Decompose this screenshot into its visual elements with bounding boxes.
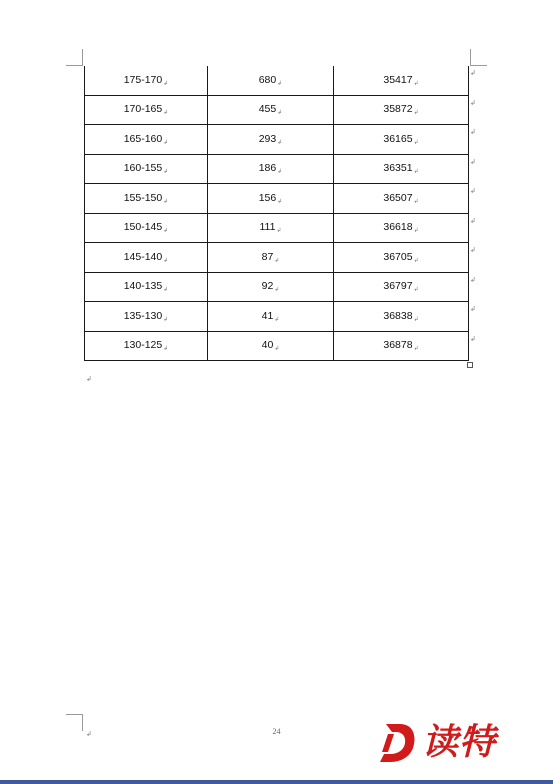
table-row — [85, 213, 469, 243]
cell-end-mark: ↲ — [274, 346, 280, 353]
count-cell — [208, 66, 334, 95]
cumulative-cell — [334, 302, 469, 332]
range-cell — [85, 125, 208, 155]
cell-end-mark: ↲ — [277, 110, 283, 117]
table-resize-handle[interactable] — [467, 362, 473, 368]
count-cell — [208, 302, 334, 332]
cell-text: 36838 — [383, 309, 413, 322]
cell-end-mark: ↲ — [277, 80, 283, 87]
cell-end-mark: ↲ — [277, 198, 283, 205]
cell-text: 145-140 — [123, 250, 163, 263]
cell-text: 165-160 — [123, 132, 163, 145]
table-row — [85, 154, 469, 184]
count-cell — [208, 125, 334, 155]
count-cell — [208, 154, 334, 184]
cell-end-mark: ↲ — [163, 139, 169, 146]
row-end-mark: ↲ — [470, 247, 476, 254]
paragraph-mark: ↲ — [86, 731, 92, 738]
row-end-mark: ↲ — [470, 99, 476, 107]
cell-end-mark: ↲ — [274, 257, 280, 264]
cell-end-mark: ↲ — [274, 287, 280, 294]
d-logo-icon — [378, 720, 418, 764]
crop-mark-top-left — [66, 49, 83, 66]
cell-end-mark: ↲ — [413, 316, 419, 323]
cell-end-mark: ↲ — [277, 169, 283, 176]
table-row — [85, 272, 469, 302]
cumulative-cell — [334, 213, 469, 243]
cell-end-mark: ↲ — [413, 287, 419, 294]
cell-end-mark: ↲ — [163, 198, 169, 205]
cell-end-mark: ↲ — [413, 257, 419, 264]
cumulative-cell — [334, 184, 469, 214]
cell-end-mark: ↲ — [413, 169, 419, 176]
cell-text: 111 — [259, 221, 276, 234]
cell-text: 130-125 — [123, 339, 163, 352]
cell-end-mark: ↲ — [163, 287, 169, 294]
cumulative-cell — [334, 125, 469, 155]
cell-text: 175-170 — [123, 73, 163, 86]
cell-text: 40 — [261, 339, 274, 352]
cell-text: 156 — [258, 191, 277, 204]
cell-text: 36507 — [383, 191, 413, 204]
cell-end-mark: ↲ — [163, 110, 169, 117]
cell-text: 293 — [258, 132, 277, 145]
row-end-mark: ↲ — [470, 158, 476, 166]
table-row — [85, 331, 469, 361]
table-row — [85, 95, 469, 125]
count-cell — [208, 331, 334, 361]
cell-text: 92 — [261, 280, 274, 293]
cell-end-mark: ↲ — [413, 198, 419, 205]
cell-text: 35872 — [383, 103, 413, 116]
score-table — [84, 66, 469, 361]
range-cell — [85, 66, 208, 95]
cell-end-mark: ↲ — [163, 228, 169, 235]
paragraph-mark: ↲ — [86, 376, 92, 383]
cumulative-cell — [334, 331, 469, 361]
table-row — [85, 66, 469, 95]
range-cell — [85, 213, 208, 243]
cell-end-mark: ↲ — [277, 139, 283, 146]
count-cell — [208, 272, 334, 302]
row-end-mark: ↲ — [470, 70, 476, 77]
range-cell — [85, 243, 208, 273]
cell-text: 155-150 — [123, 191, 163, 204]
count-cell — [208, 95, 334, 125]
cell-text: 36705 — [383, 250, 413, 263]
cell-end-mark: ↲ — [163, 80, 169, 87]
cell-end-mark: ↲ — [413, 139, 419, 146]
cell-end-mark: ↲ — [274, 316, 280, 323]
range-cell — [85, 95, 208, 125]
cell-end-mark: ↲ — [413, 110, 419, 117]
cell-text: 680 — [258, 73, 277, 86]
cell-text: 36797 — [383, 280, 413, 293]
cumulative-cell — [334, 272, 469, 302]
cumulative-cell — [334, 243, 469, 273]
cumulative-cell — [334, 66, 469, 95]
cell-text: 160-155 — [123, 162, 163, 175]
cell-end-mark: ↲ — [163, 316, 169, 323]
crop-mark-top-right — [470, 49, 487, 66]
table-row — [85, 125, 469, 155]
cell-text: 36165 — [383, 132, 413, 145]
count-cell — [208, 243, 334, 273]
range-cell — [85, 154, 208, 184]
cell-end-mark: ↲ — [413, 228, 419, 235]
range-cell — [85, 331, 208, 361]
cell-text: 35417 — [383, 73, 413, 86]
table-row — [85, 243, 469, 273]
page-number: 24 — [272, 727, 281, 736]
row-end-mark: ↲ — [470, 276, 476, 284]
cell-text: 186 — [258, 162, 277, 175]
cumulative-cell — [334, 154, 469, 184]
cell-text: 36878 — [383, 339, 413, 352]
table-row — [85, 302, 469, 332]
row-end-mark: ↲ — [470, 188, 476, 195]
bottom-bar — [0, 780, 553, 784]
row-end-mark: ↲ — [470, 129, 476, 136]
cell-text: 135-130 — [123, 309, 163, 322]
cell-end-mark: ↲ — [163, 346, 169, 353]
cell-end-mark: ↲ — [413, 346, 419, 353]
cell-text: 140-135 — [123, 280, 163, 293]
cell-end-mark: ↲ — [413, 80, 419, 87]
cell-text: 41 — [261, 309, 274, 322]
range-cell — [85, 272, 208, 302]
count-cell — [208, 184, 334, 214]
count-cell — [208, 213, 334, 243]
cell-text: 455 — [258, 103, 277, 116]
dute-logo — [378, 718, 508, 770]
row-end-mark: ↲ — [470, 306, 476, 313]
logo-text: 读特 — [422, 721, 497, 763]
table-row — [85, 184, 469, 214]
cell-text: 36351 — [383, 162, 413, 175]
row-end-mark: ↲ — [470, 335, 476, 343]
cell-end-mark: ↲ — [163, 169, 169, 176]
range-cell — [85, 302, 208, 332]
cell-end-mark: ↲ — [163, 257, 169, 264]
cell-text: 150-145 — [123, 221, 163, 234]
cumulative-cell — [334, 95, 469, 125]
cell-text: 170-165 — [123, 103, 163, 116]
cell-end-mark: ↲ — [276, 228, 282, 235]
row-end-mark: ↲ — [470, 217, 476, 225]
range-cell — [85, 184, 208, 214]
cell-text: 36618 — [383, 221, 413, 234]
cell-text: 87 — [261, 250, 274, 263]
